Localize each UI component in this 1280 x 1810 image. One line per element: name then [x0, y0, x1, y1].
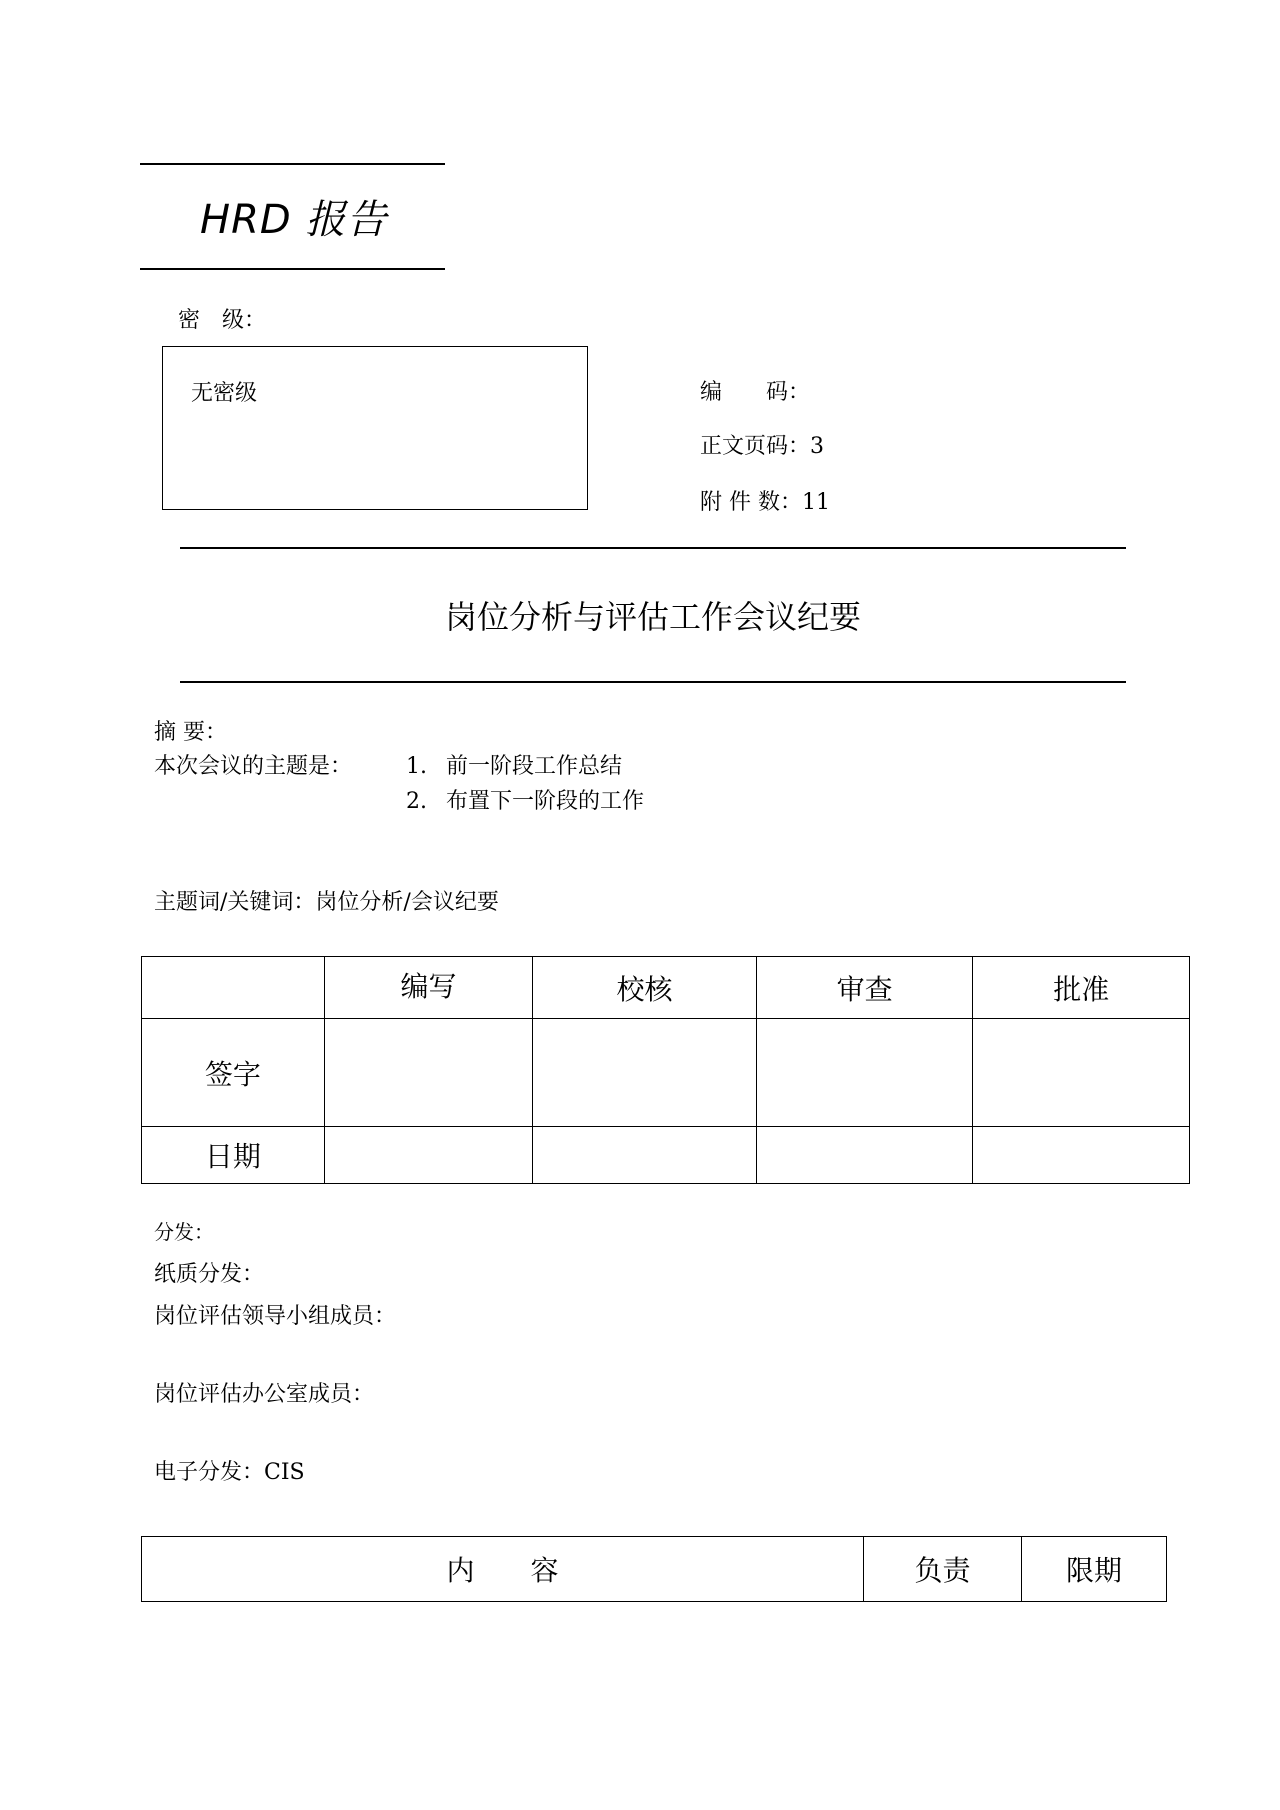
keywords-value: 岗位分析/会议纪要: [315, 890, 499, 915]
electronic-distribution-value: CIS: [264, 1460, 305, 1485]
list-item-number: 2.: [406, 789, 427, 814]
page-count-field: [700, 436, 824, 458]
table-row: [142, 1127, 1190, 1184]
list-item-number: 1.: [406, 754, 427, 779]
attachments-label: 附 件 数：: [700, 490, 802, 515]
date-cell-author: [324, 1127, 533, 1184]
page-count-value: 3: [810, 434, 825, 459]
table-header-row: [142, 1537, 1167, 1602]
page-count-label: 正文页码：: [700, 434, 811, 459]
table-header-cell: [142, 957, 325, 1019]
header-top-rule: [140, 163, 445, 165]
date-cell-checker: [533, 1127, 757, 1184]
signature-cell-author: [324, 1019, 533, 1127]
task-content-header: 内 容: [142, 1537, 864, 1602]
signature-cell-checker: [533, 1019, 757, 1127]
table-header-cell: 审查: [756, 957, 973, 1019]
row-label-date: 日期: [142, 1127, 325, 1184]
signature-cell-approver: [973, 1019, 1190, 1127]
summary-label: 摘 要：: [154, 720, 227, 745]
security-level-value: 无密级: [191, 381, 258, 406]
paper-distribution-label: 纸质分发：: [154, 1262, 265, 1287]
table-row: [142, 1019, 1190, 1127]
title-bottom-rule: [180, 681, 1126, 683]
distribution-label: 分发：: [154, 1220, 214, 1244]
list-item-text: 布置下一阶段的工作: [446, 789, 645, 814]
task-owner-header: 负责: [864, 1537, 1022, 1602]
row-label-signature: 签字: [142, 1019, 325, 1127]
electronic-distribution-label: 电子分发：: [154, 1460, 265, 1485]
table-header-cell: 校核: [533, 957, 757, 1019]
list-item-text: 前一阶段工作总结: [446, 754, 623, 779]
keywords-line: [154, 892, 499, 914]
electronic-distribution: [154, 1462, 305, 1484]
date-cell-approver: [973, 1127, 1190, 1184]
header-bottom-rule: [140, 268, 445, 270]
report-title: HRD 报告: [200, 197, 388, 243]
approval-table: [141, 956, 1190, 1184]
table-header-cell: 批准: [973, 957, 1190, 1019]
list-item: [406, 756, 622, 778]
keywords-label: 主题词/关键词：: [154, 890, 316, 915]
security-level-label: 密 级：: [178, 308, 267, 333]
task-table: [141, 1536, 1167, 1602]
signature-cell-reviewer: [756, 1019, 973, 1127]
security-level-box: [162, 346, 588, 510]
list-item: [406, 791, 644, 813]
document-title: 岗位分析与评估工作会议纪要: [444, 598, 861, 636]
office-members-label: 岗位评估办公室成员：: [154, 1382, 375, 1407]
table-header-cell: 编写: [324, 957, 533, 1019]
table-header-row: [142, 957, 1190, 1019]
date-cell-reviewer: [756, 1127, 973, 1184]
title-top-rule: [180, 547, 1126, 549]
task-deadline-header: 限期: [1022, 1537, 1167, 1602]
summary-theme-label: 本次会议的主题是：: [154, 754, 353, 779]
leader-group-label: 岗位评估领导小组成员：: [154, 1304, 397, 1329]
attachments-value: 11: [802, 490, 830, 515]
code-label: 编 码：: [700, 380, 811, 405]
attachments-field: [700, 492, 830, 514]
